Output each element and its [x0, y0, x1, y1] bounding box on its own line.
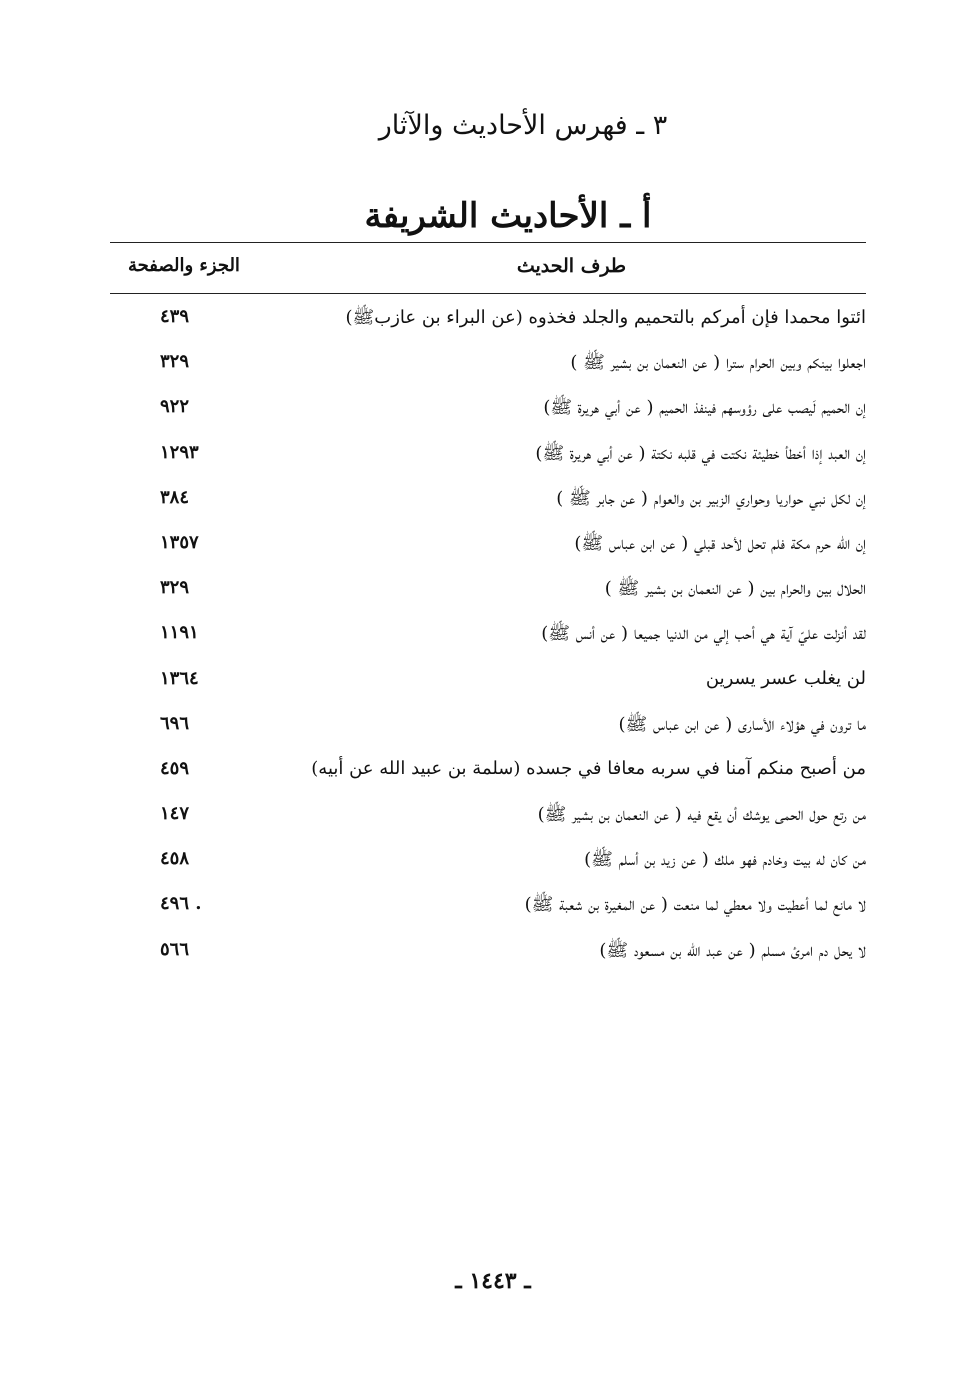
- header-volume-page: الجزء والصفحة: [128, 255, 240, 276]
- hadith-page: ١٣٦٤: [160, 667, 199, 689]
- table-row: [110, 660, 866, 705]
- table-row: [110, 343, 866, 388]
- table-row: [110, 434, 866, 479]
- hadith-text: اجعلوا بينكم وبين الحرام سترا ( عن النعمان بن بشير ﷺ ): [570, 352, 866, 374]
- hadith-page: ٤٩٦ .: [160, 893, 202, 915]
- hadith-text: لا مانع لما أعطيت ولا معطي لما منعت ( عن المغيرة بن شعبة ﷺ): [524, 894, 866, 916]
- hadith-page: ٩٢٢: [160, 396, 190, 418]
- hadith-text: لا يحل دم امرئ مسلم ( عن عبد الله بن مسعود ﷺ): [599, 939, 866, 961]
- table-row: [110, 388, 866, 433]
- hadith-text: من كان له بيت وخادم فهو ملك ( عن زيد بن أسلم ﷺ): [584, 849, 866, 871]
- table-row: [110, 524, 866, 569]
- hadith-text: لن يغلب عسر يسرين: [705, 667, 866, 689]
- hadith-page: ١٣٥٧: [160, 531, 199, 553]
- table-row: [110, 705, 866, 750]
- table-row: [110, 840, 866, 885]
- table-row: [110, 885, 866, 930]
- hadith-text: من رتع حول الحمى يوشك أن يقع فيه ( عن النعمان بن بشير ﷺ): [537, 804, 866, 826]
- hadith-text: إن لكل نبي حواريا وحواري الزبير بن والعوام ( عن جابر ﷺ ): [556, 487, 866, 509]
- table-row: [110, 569, 866, 614]
- table-header: [110, 242, 866, 294]
- hadith-text: ما ترون في هؤلاء الأسارى ( عن ابن عباس ﷺ): [618, 713, 866, 735]
- section-title: أ ـ الأحاديث الشريفة: [364, 196, 652, 236]
- hadith-text: إن الله حرم مكة فلم تحل لأحد قبلي ( عن ابن عباس ﷺ): [574, 532, 866, 554]
- hadith-page: ٣٢٩: [160, 351, 190, 373]
- hadith-page: ٣٨٤: [160, 486, 190, 508]
- table-row: [110, 750, 866, 795]
- hadith-page: ٥٦٦: [160, 938, 190, 960]
- hadith-text: إن العبد إذا أخطأ خطيئة نكتت في قلبه نكتة ( عن أبي هريرة ﷺ): [535, 442, 866, 464]
- hadith-text: إن الحميم لَيصب على رؤوسهم فينفذ الحميم ( عن أبي هريرة ﷺ): [543, 397, 866, 419]
- hadith-list: [110, 298, 866, 976]
- hadith-text: لقد أنزلت عليّ آية هي أحب إلي من الدنيا جميعا ( عن أنس ﷺ): [541, 623, 866, 645]
- chapter-title: ٣ ـ فهرس الأحاديث والآثار: [378, 110, 668, 141]
- hadith-text: ائتوا محمدا فإن أمركم بالتحميم والجلد فخذوه (عن البراء بن عازبﷺ): [345, 307, 866, 328]
- hadith-page: ١١٩١: [160, 622, 199, 644]
- hadith-text: من أصبح منكم آمنا في سربه معافا في جسده (سلمة بن عبيد الله عن أبيه): [311, 757, 866, 779]
- table-row: [110, 931, 866, 976]
- page-number: ـ ١٤٤٣ ـ: [455, 1268, 531, 1294]
- table-row: [110, 795, 866, 840]
- table-row: [110, 479, 866, 524]
- hadith-page: ٤٥٨: [160, 848, 190, 870]
- header-hadith: طرف الحديث: [516, 255, 626, 277]
- hadith-page: ٤٥٩: [160, 757, 190, 779]
- hadith-page: ٣٢٩: [160, 577, 190, 599]
- table-row: [110, 298, 866, 343]
- hadith-page: ٤٣٩: [160, 306, 190, 327]
- hadith-page: ١٤٧: [160, 803, 190, 825]
- table-row: [110, 614, 866, 659]
- hadith-page: ٦٩٦: [160, 712, 190, 734]
- hadith-page: ١٢٩٣: [160, 441, 199, 463]
- hadith-text: الحلال بين والحرام بين ( عن النعمان بن بشير ﷺ ): [604, 578, 866, 600]
